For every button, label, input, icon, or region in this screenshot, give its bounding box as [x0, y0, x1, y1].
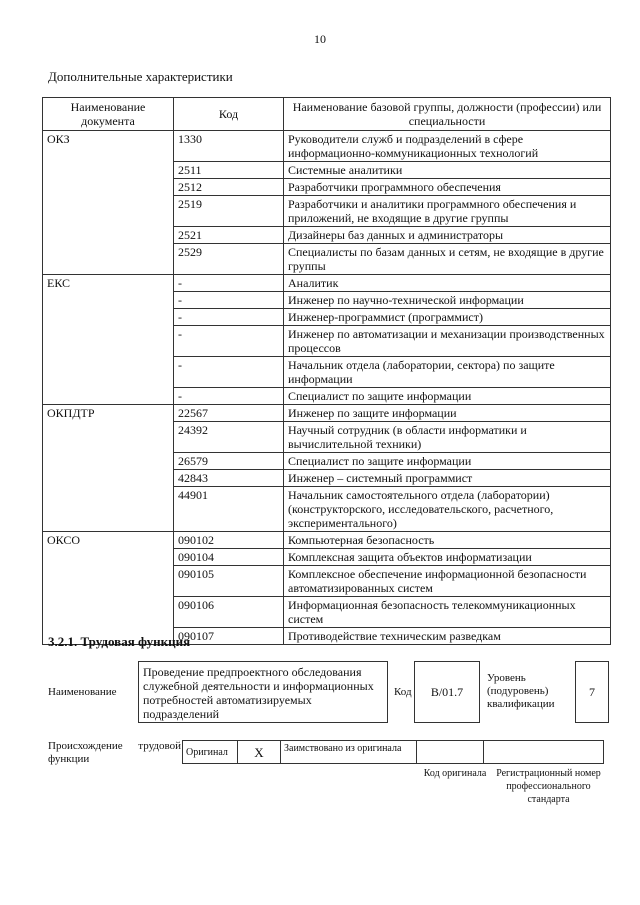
occupation-name-cell: Начальник отдела (лаборатории, сектора) по защите информации	[284, 357, 611, 388]
code-cell: 2521	[174, 227, 284, 244]
code-cell: 2511	[174, 162, 284, 179]
level-label: Уровень (подуровень) квалификации	[487, 672, 555, 710]
section-title: Дополнительные характеристики	[48, 69, 233, 84]
name-label: Наименование	[48, 686, 117, 698]
occupation-name-cell: Специалист по защите информации	[284, 453, 611, 470]
occupation-name-cell: Комплексное обеспечение информационной безопасности автоматизированных систем	[284, 566, 611, 597]
labor-function-title: 3.2.1. Трудовая функция	[48, 634, 191, 649]
code-cell: 2529	[174, 244, 284, 275]
occupation-name-cell: Руководители служб и подразделений в сфере информационно-коммуникационных технологий	[284, 131, 611, 162]
occupation-name-cell: Информационная безопасность телекоммуникационных систем	[284, 597, 611, 628]
table-row	[43, 131, 611, 162]
original-code-caption: Код оригинала	[423, 768, 487, 779]
occupation-name-cell: Разработчики и аналитики программного обеспечения и приложений, не входящие в другие группы	[284, 196, 611, 227]
occupation-name-cell: Инженер по автоматизации и механизации производственных процессов	[284, 326, 611, 357]
occupation-name-cell: Научный сотрудник (в области информатики и вычислительной техники)	[284, 422, 611, 453]
occupation-name-cell: Дизайнеры баз данных и администраторы	[284, 227, 611, 244]
table-row	[43, 405, 611, 422]
page-number: 10	[314, 32, 326, 46]
occupation-name-cell: Инженер по защите информации	[284, 405, 611, 422]
reg-number-caption: Регистрационный номер профессионального стандарта	[496, 768, 601, 805]
code-cell: -	[174, 326, 284, 357]
occupation-name-cell: Аналитик	[284, 275, 611, 292]
occupation-name-cell: Противодействие техническим разведкам	[284, 628, 611, 645]
code-cell: 42843	[174, 470, 284, 487]
occupation-name-cell: Начальник самостоятельного отдела (лаборатории) (конструкторского, исследовательского, расчетного, экспериментального)	[284, 487, 611, 532]
code-cell: 2512	[174, 179, 284, 196]
code-cell: -	[174, 275, 284, 292]
code-cell: 090107	[174, 628, 284, 645]
table-row	[43, 532, 611, 549]
doc-name-cell: ОКПДТР	[43, 405, 174, 532]
code-cell: 1330	[174, 131, 284, 162]
occupation-name-cell: Разработчики программного обеспечения	[284, 179, 611, 196]
characteristics-table	[42, 97, 611, 645]
table-header-row	[43, 98, 611, 131]
code-cell: 26579	[174, 453, 284, 470]
occupation-name-cell: Инженер-программист (программист)	[284, 309, 611, 326]
occupation-name-cell: Инженер по научно-технической информации	[284, 292, 611, 309]
table-row	[43, 275, 611, 292]
occupation-name-cell: Комплексная защита объектов информатизации	[284, 549, 611, 566]
occupation-name-cell: Компьютерная безопасность	[284, 532, 611, 549]
labor-function-name: Проведение предпроектного обследования служебной деятельности и информационных потребностей автоматизируемых подразделений	[138, 661, 388, 723]
reg-number-cell	[483, 740, 604, 764]
origin-label: Происхождение трудовой функции	[48, 740, 181, 765]
code-cell: 090104	[174, 549, 284, 566]
header-code: Код	[174, 98, 284, 131]
code-cell: 090102	[174, 532, 284, 549]
code-label: Код	[394, 686, 412, 698]
code-cell: 090106	[174, 597, 284, 628]
borrowed-cell: Заимствовано из оригинала	[280, 740, 417, 764]
occupation-name-cell: Специалисты по базам данных и сетям, не входящие в другие группы	[284, 244, 611, 275]
original-code-cell	[416, 740, 484, 764]
occupation-name-cell: Инженер – системный программист	[284, 470, 611, 487]
occupation-name-cell: Специалист по защите информации	[284, 388, 611, 405]
code-cell: 090105	[174, 566, 284, 597]
original-cell: Оригинал	[182, 740, 238, 764]
code-cell: 22567	[174, 405, 284, 422]
code-value: B/01.7	[414, 661, 480, 723]
code-cell: -	[174, 388, 284, 405]
code-cell: 2519	[174, 196, 284, 227]
code-cell: -	[174, 309, 284, 326]
doc-name-cell: ОКЗ	[43, 131, 174, 275]
header-doc: Наименование документа	[43, 98, 174, 131]
code-cell: -	[174, 292, 284, 309]
doc-name-cell: ЕКС	[43, 275, 174, 405]
doc-name-cell: ОКСО	[43, 532, 174, 645]
code-cell: 44901	[174, 487, 284, 532]
occupation-name-cell: Системные аналитики	[284, 162, 611, 179]
code-cell: -	[174, 357, 284, 388]
origin-row	[183, 740, 604, 764]
original-mark: X	[237, 740, 281, 764]
level-value: 7	[575, 661, 609, 723]
header-name: Наименование базовой группы, должности (профессии) или специальности	[284, 98, 611, 131]
code-cell: 24392	[174, 422, 284, 453]
